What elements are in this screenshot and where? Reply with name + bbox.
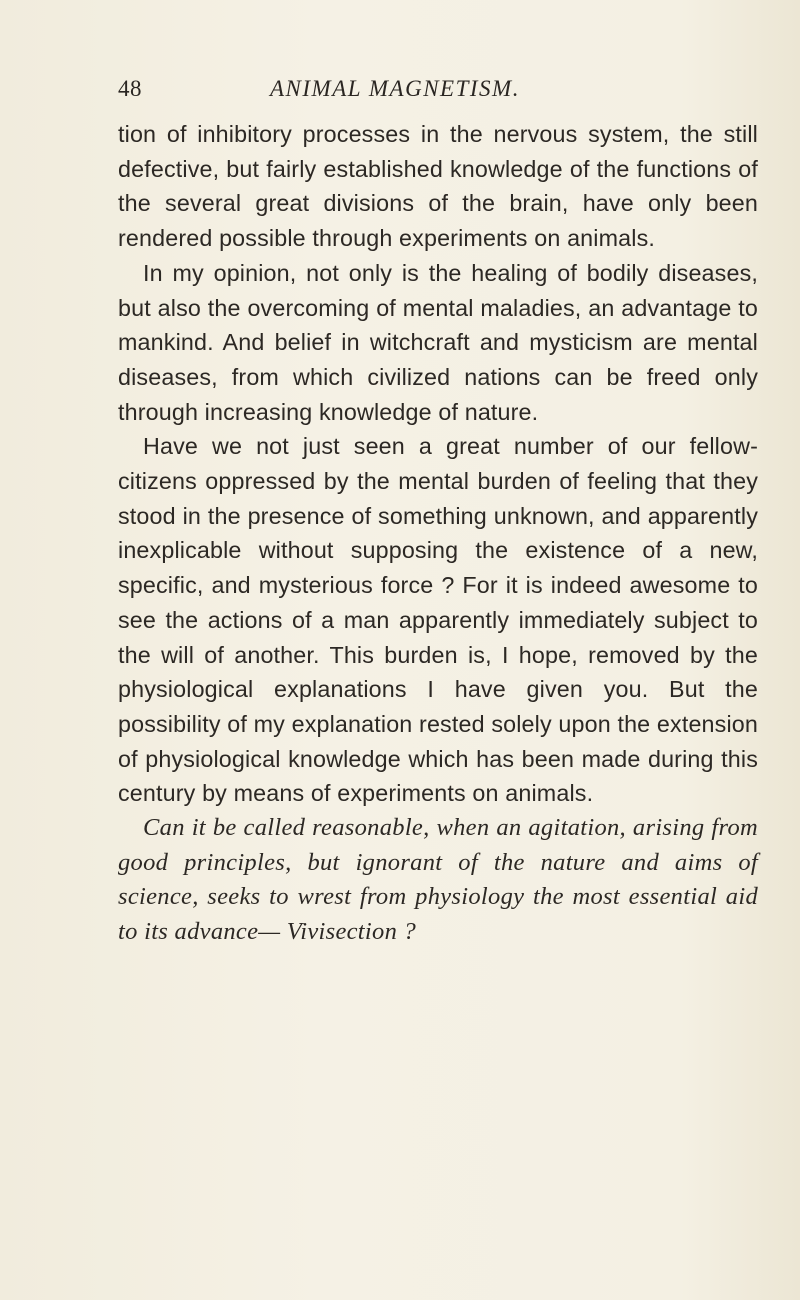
- running-head: [118, 76, 758, 112]
- paragraph-burden: Have we not just seen a great number of our fellow-citizens oppressed by the mental burden of feeling that they stood in the presence of something unknown, and apparently inexplicable without supposing the existence of a new, specific, and mysterious force ? For it is indeed awesome to see the actions of a man apparently immediately subject to the will of another. This burden is, I hope, removed by the physiological explanations I have given you. But the possibility of my explanation rested solely upon the extension of physiological knowledge which has been made during this century by means of experiments on animals.: [118, 433, 758, 807]
- paragraph-opinion: In my opinion, not only is the healing of bodily diseases, but also the overcoming of mental maladies, an advantage to mankind. And belief in witchcraft and mysticism are mental diseases, from which civilized nations can be freed only through increasing knowledge of nature.: [118, 259, 758, 425]
- paragraph-vivisection-question: Can it be called reasonable, when an agitation, arising from good principles, but ignorant of the nature and aims of science, seeks to wrest from physiology the most essential aid to its advance— Vivisection ?: [118, 814, 758, 946]
- body-text: [118, 117, 758, 950]
- page-number: 48: [118, 76, 142, 101]
- running-title: ANIMAL MAGNETISM.: [270, 76, 520, 101]
- paragraph-continuation: tion of inhibitory processes in the nervous system, the still defective, but fairly established knowledge of the functions of the several great divisions of the brain, have only been rendered possible through experiments on animals.: [118, 121, 758, 252]
